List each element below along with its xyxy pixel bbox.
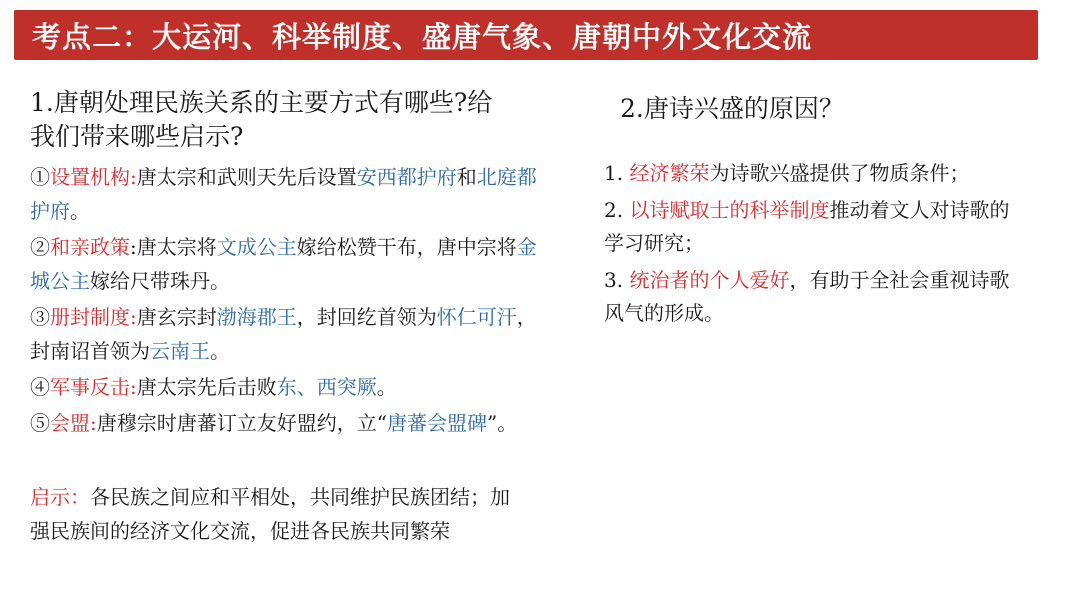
relation-item-2 (30, 230, 550, 298)
relation-item-5 (30, 406, 550, 440)
item-number: 3. (604, 268, 630, 292)
item-text: 和 (456, 165, 477, 189)
item-text: 。 (210, 339, 230, 363)
item-heading: 会盟: (50, 411, 97, 435)
item-keyword: 安西都护府 (356, 165, 457, 189)
relations-list (30, 160, 550, 442)
item-keyword: 金城公主 (30, 235, 537, 293)
item-number: ② (30, 235, 50, 259)
item-heading: 经济繁荣 (629, 161, 710, 185)
insight-heading: 启示： (30, 485, 90, 509)
item-keyword: 怀仁可汗 (436, 305, 517, 329)
item-text: :唐太宗将 (130, 235, 217, 259)
insight-block (30, 480, 510, 548)
relation-item-1 (30, 160, 550, 228)
item-heading: 册封制度: (50, 305, 137, 329)
poetry-reasons-list (604, 157, 1024, 334)
question-2: 2.唐诗兴盛的原因？ (620, 94, 844, 123)
title-bar (14, 10, 1038, 60)
item-text: 唐太宗和武则天先后设置 (136, 165, 357, 189)
item-text: 为诗歌兴盛提供了物质条件； (709, 161, 970, 185)
item-text: 嫁给尺带珠丹。 (90, 269, 230, 293)
item-heading: 军事反击: (50, 375, 137, 399)
item-text: 唐穆宗时唐蕃订立友好盟约，立“ (96, 411, 387, 435)
item-number: 2. (604, 198, 630, 222)
relation-item-4 (30, 370, 550, 404)
item-number: ⑤ (30, 411, 50, 435)
reason-item-1 (604, 157, 1024, 190)
item-keyword: 文成公主 (216, 235, 297, 259)
item-number: ③ (30, 305, 50, 329)
item-number: 1. (604, 161, 630, 185)
item-text: 。 (70, 199, 90, 223)
item-number: ① (30, 165, 50, 189)
item-number: ④ (30, 375, 50, 399)
insight-text: 各民族之间应和平相处，共同维护民族团结；加强民族间的经济文化交流，促进各民族共同繁荣 (30, 485, 510, 543)
reason-item-2 (604, 194, 1024, 260)
item-keyword: 云南王 (150, 339, 210, 363)
item-keyword: 唐蕃会盟碑 (386, 411, 487, 435)
item-text: 唐太宗先后击败 (136, 375, 277, 399)
reason-item-3 (604, 264, 1024, 330)
item-text: ”。 (486, 411, 518, 435)
item-keyword: 渤海郡王 (216, 305, 297, 329)
item-keyword: 东、西突厥 (276, 375, 377, 399)
item-heading: 统治者的个人爱好 (629, 268, 790, 292)
item-heading: 和亲政策 (50, 235, 130, 259)
item-heading: 设置机构: (50, 165, 137, 189)
item-heading: 以诗赋取士的科举制度 (629, 198, 830, 222)
item-text: ，封回纥首领为 (296, 305, 437, 329)
question-1: 1.唐朝处理民族关系的主要方式有哪些?给我们带来哪些启示? (30, 88, 493, 151)
relation-item-3 (30, 300, 550, 368)
item-text: 推动着文人对诗歌的学习研究； (604, 198, 1010, 255)
item-keyword: 北庭都护府 (30, 165, 537, 223)
item-text: ，有助于全社会重视诗歌风气的形成。 (604, 268, 1010, 325)
item-text: 嫁给松赞干布，唐中宗将 (296, 235, 517, 259)
item-text: 。 (376, 375, 397, 399)
page-title: 考点二：大运河、科举制度、盛唐气象、唐朝中外文化交流 (32, 19, 813, 54)
item-text: ，封南诏首领为 (30, 305, 537, 363)
item-text: 唐玄宗封 (136, 305, 217, 329)
